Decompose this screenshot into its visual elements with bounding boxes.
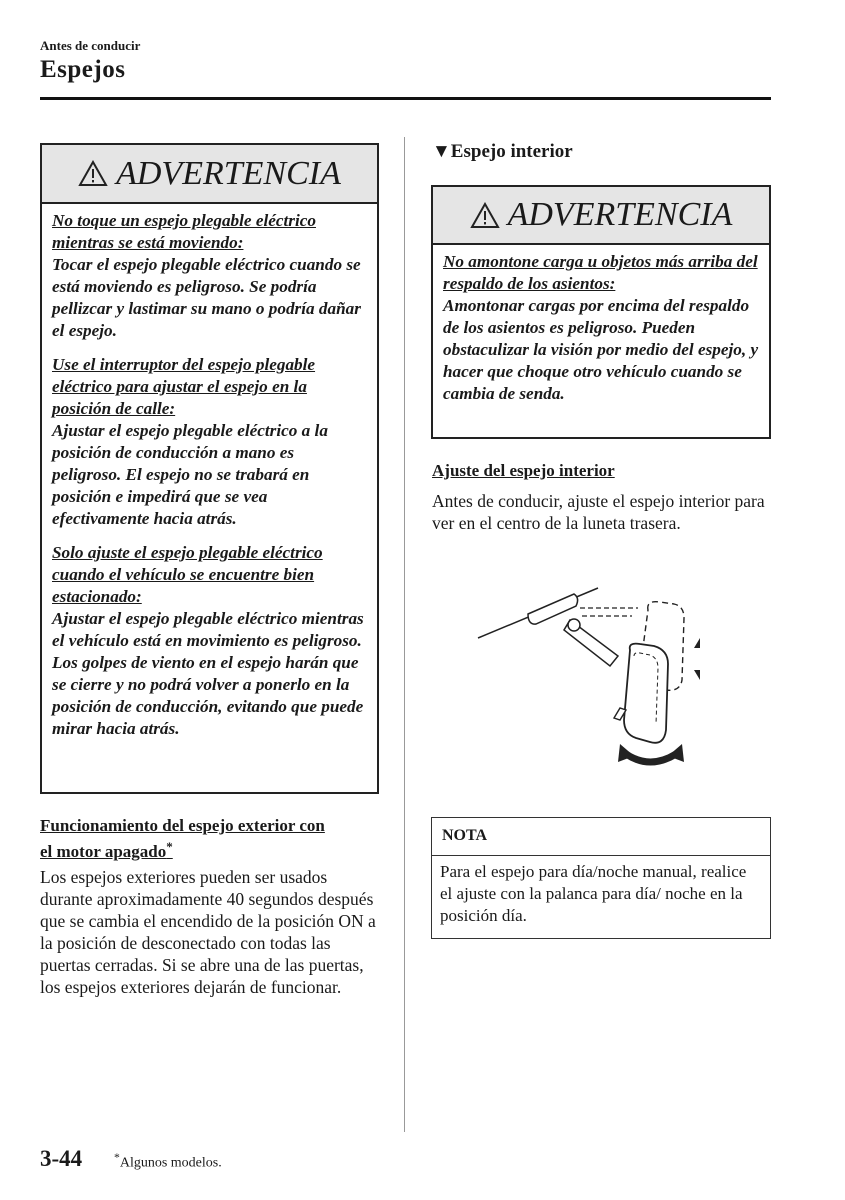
warning-paragraph-text: Amontonar cargas por encima del respaldo de los asientos es peligroso. Pueden obstaculizar la visión por medio del espejo, y hacer que choque otro vehículo cuando se cambia de senda. bbox=[443, 296, 759, 403]
warning-box-interior-mirror bbox=[431, 185, 771, 439]
footnote-text: Algunos modelos. bbox=[119, 1155, 222, 1171]
engine-off-heading-line2: el motor apagado bbox=[40, 842, 167, 861]
warning-header bbox=[42, 145, 377, 204]
warning-body bbox=[433, 245, 769, 413]
warning-paragraph bbox=[52, 542, 367, 740]
warning-box-folding-mirror bbox=[40, 143, 379, 794]
subsection-title: ▼Espejo interior bbox=[432, 141, 573, 162]
warning-triangle-icon bbox=[470, 202, 500, 229]
warning-body bbox=[42, 204, 377, 748]
warning-paragraph-heading: No toque un espejo plegable eléctrico mientras se está moviendo: bbox=[52, 211, 316, 252]
note-label: NOTA bbox=[432, 818, 770, 856]
warning-paragraph-heading: Solo ajuste el espejo plegable eléctrico cuando el vehículo se encuentre bien estacionado: bbox=[52, 543, 323, 606]
warning-header bbox=[433, 187, 769, 245]
adjust-heading: Ajuste del espejo interior bbox=[432, 461, 615, 480]
warning-paragraph bbox=[52, 354, 367, 530]
engine-off-heading bbox=[40, 815, 385, 862]
warning-paragraph bbox=[443, 251, 759, 405]
footnote bbox=[114, 1151, 222, 1172]
engine-off-heading-line1: Funcionamiento del espejo exterior con bbox=[40, 816, 325, 835]
interior-mirror-illustration bbox=[470, 570, 700, 770]
column-divider bbox=[404, 137, 405, 1132]
note-text: Para el espejo para día/noche manual, realice el ajuste con la palanca para día/ noche en la posición día. bbox=[440, 862, 747, 925]
page-title: Espejos bbox=[40, 56, 126, 83]
page-number: 3-44 bbox=[40, 1146, 83, 1171]
warning-paragraph bbox=[52, 210, 367, 342]
interior-mirror-figure bbox=[470, 570, 700, 775]
warning-paragraph-heading: No amontone carga u objetos más arriba del respaldo de los asientos: bbox=[443, 252, 758, 293]
warning-paragraph-text: Tocar el espejo plegable eléctrico cuando se está moviendo es peligroso. Se podría pellizcar y lastimar su mano o podría dañar el espejo. bbox=[52, 255, 361, 340]
warning-label: ADVERTENCIA bbox=[116, 154, 341, 192]
asterisk-mark: * bbox=[166, 839, 173, 854]
note-box bbox=[431, 817, 771, 939]
footnote-asterisk: * bbox=[114, 1151, 120, 1164]
warning-paragraph-text: Ajustar el espejo plegable eléctrico a la posición de conducción a mano es peligroso. El espejo no se trabará en posición e impedirá que se vea efectivamente hacia atrás. bbox=[52, 421, 328, 528]
warning-paragraph-text: Ajustar el espejo plegable eléctrico mientras el vehículo está en movimiento es peligroso. Los golpes de viento en el espejo harán que se cierre y no podrá volver a ponerlo en la posición de conducción, evitando que puede mirar hacia atrás. bbox=[52, 609, 364, 738]
engine-off-text: Los espejos exteriores pueden ser usados durante aproximadamente 40 segundos después que se cambia el encendido de la posición ON a la posición de desconectado con todas las puertas cerradas. Si se abre una de las puertas, los espejos exteriores dejarán de funcionar. bbox=[40, 867, 376, 997]
warning-paragraph-heading: Use el interruptor del espejo plegable eléctrico para ajustar el espejo en la posición de calle: bbox=[52, 355, 316, 418]
warning-triangle-icon bbox=[78, 160, 108, 187]
adjust-text: Antes de conducir, ajuste el espejo interior para ver en el centro de la luneta trasera. bbox=[432, 491, 765, 533]
section-label: Antes de conducir bbox=[40, 38, 141, 53]
warning-label: ADVERTENCIA bbox=[507, 196, 733, 233]
title-rule bbox=[40, 97, 771, 100]
